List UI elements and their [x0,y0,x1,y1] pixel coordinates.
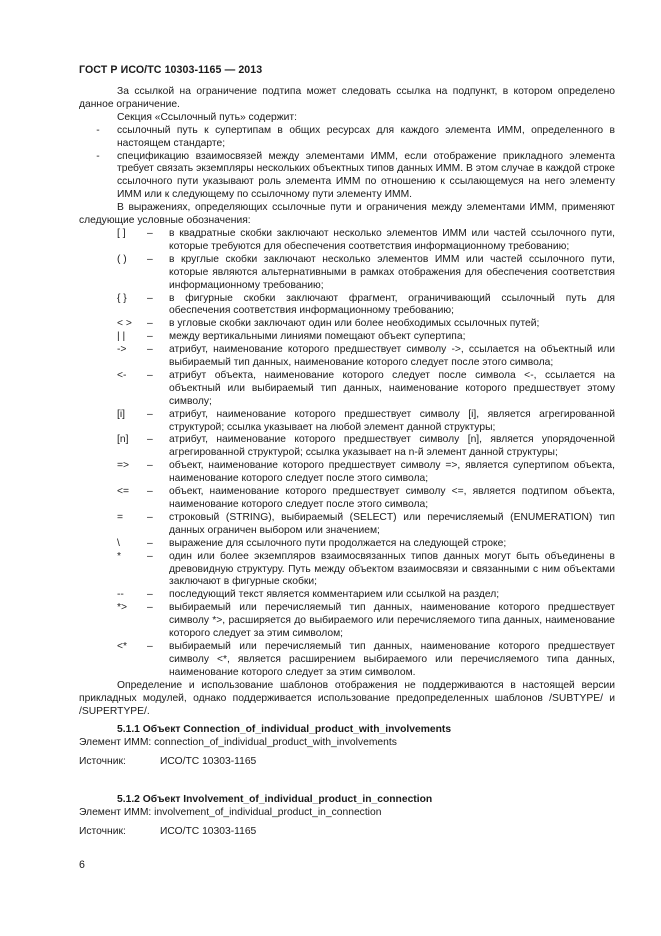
element-value: connection_of_individual_product_with_involvements [154,737,397,749]
notation-description: выражение для ссылочного пути продолжается на следующей строке; [169,537,507,549]
notation-dash: – [147,408,153,420]
notation-dash: – [147,227,153,239]
list-item [79,151,615,203]
notation-dash: – [147,369,153,381]
element-row [79,807,615,820]
notation-symbol: = [117,511,124,523]
section-heading: 5.1.1 Объект Connection_of_individual_product_with_involvements [117,724,452,736]
notation-symbol: => [117,460,130,472]
notation-symbol: -- [117,589,124,601]
notation-description: выбираемый или перечисляемый тип данных, наименование которого предшествует символу *>, расширяется до выбираемого или перечисляемого типа данных, наименование которого следует за этим символом; [169,602,615,640]
notation-description: в угловые скобки заключают один или более необходимых ссылочных путей; [169,318,540,330]
notation-symbol: ( ) [117,253,127,265]
notation-description: атрибут объекта, наименование которого следует после символа <-, ссылается на объектный или выбираемый тип данных, наименование которого предшествует этому символу; [169,369,615,407]
notation-symbol: \ [117,537,120,549]
notation-item [79,641,615,680]
source-label: Источник: [79,825,126,837]
notation-symbol: * [117,550,122,562]
notation-symbol: <* [117,640,128,652]
notation-symbol: [i] [117,408,126,420]
source-value: ИСО/ТС 10303-1165 [160,756,257,768]
notation-description: в круглые скобки заключают несколько элементов ИММ или частей ссылочного пути, которые являются альтернативными в рамках отображения для обеспечения соответствия информационному требованию; [169,253,615,291]
notation-description: последующий текст является комментарием или ссылкой на раздел; [169,589,500,601]
notation-dash: – [147,511,153,523]
element-label: Элемент ИММ: [79,807,152,819]
notation-item [79,460,615,486]
source-label: Источник: [79,756,126,768]
list-marker: - [96,150,100,162]
list-item-text: ссылочный путь к супертипам в общих ресурсах для каждого элемента ИММ, определенного в настоящем стандарте; [117,124,615,149]
notation-dash: – [147,602,153,614]
notation-description: атрибут, наименование которого предшествует символу [i], является агрегированной структурой; ссылка указывает на любой элемент данной структуры; [169,408,615,433]
notation-item [79,602,615,641]
notation-item [79,318,615,331]
notation-symbol: | | [117,331,126,343]
notation-item [79,486,615,512]
notation-dash: – [147,537,153,549]
source-row [79,756,615,769]
page-body [79,86,615,839]
notation-dash: – [147,331,153,343]
notation-dash: – [147,253,153,265]
notation-description: выбираемый или перечисляемый тип данных, наименование которого предшествует символу <*, является расширением выбираемого или перечисляемого типа данных, наименование которого следует за этим символом. [169,640,615,678]
source-value: ИСО/ТС 10303-1165 [160,825,257,837]
notation-dash: – [147,460,153,472]
notation-symbol: *> [117,602,128,614]
notation-description: строковый (STRING), выбираемый (SELECT) или перечисляемый (ENUMERATION) тип данных ограничен выбором или значением; [169,511,615,536]
list-item-text: спецификацию взаимосвязей между элементами ИММ, если отображение прикладного элемента требует связать экземпляры нескольких объектных типов данных ИММ. В этом случае в каждой строке ссылочного пути указывают роль элемента ИММ по отношению к ссылающемуся на него элементу ИММ или к следующему по ссылочному пути элементу ИММ. [117,150,615,201]
notation-dash: – [147,550,153,562]
section-heading: 5.1.2 Объект Involvement_of_individual_product_in_connection [117,794,433,806]
notation-item [79,228,615,254]
notation-symbol: <- [117,369,127,381]
notation-description: атрибут, наименование которого предшествует символу [n], является упорядоченной агрегированной структурой; ссылка указывает на n-й элемент данной структуры; [169,434,615,459]
notation-item [79,434,615,460]
notation-symbol: -> [117,344,127,356]
notation-item [79,331,615,344]
list-marker: - [96,124,100,136]
source-row [79,826,615,839]
notation-item [79,344,615,370]
paragraph-reference-path-intro: Секция «Ссылочный путь» содержит: [117,111,297,123]
notation-description: объект, наименование которого предшествует символу <=, является подтипом объекта, наименование которого следует после этого символа; [169,486,615,510]
element-row [79,737,615,750]
notation-item [79,254,615,293]
notation-description: один или более экземпляров взаимосвязанных типов данных могут быть объединены в древовидную структуру. Путь между объектом взаимосвязи и связанными с ним объектами заключают в фигурные скобки; [169,550,615,588]
notation-list [79,228,615,680]
notation-description: атрибут, наименование которого предшествует символу ->, ссылается на объектный или выбираемый тип данных, наименование которого следует после этого символа; [169,344,615,369]
notation-item [79,551,615,590]
notation-symbol: { } [117,292,127,304]
list-item [79,125,615,151]
notation-dash: – [147,486,153,498]
paragraph-subtype-reference: За ссылкой на ограничение подтипа может следовать ссылка на подпункт, в котором определено данное ограничение. [79,86,615,110]
paragraph-templates-note: Определение и использование шаблонов отображения не поддерживаются в настоящей версии прикладных модулей, однако поддерживается использование предопределенных шаблонов /SUBTYPE/ и /SUPERTYPE/. [79,679,615,717]
notation-dash: – [147,344,153,356]
notation-description: между вертикальными линиями помещают объект супертипа; [169,331,466,343]
notation-dash: – [147,292,153,304]
paragraph-notation-intro: В выражениях, определяющих ссылочные пути и ограничения между элементами ИММ, применяют следующие условные обозначения: [79,202,615,227]
notation-dash: – [147,434,153,446]
notation-item [79,409,615,435]
notation-dash: – [147,589,153,601]
page-number: 6 [79,859,85,871]
notation-symbol: <= [117,486,130,498]
notation-dash: – [147,318,153,330]
notation-symbol: [n] [117,434,129,446]
notation-dash: – [147,640,153,652]
notation-item [79,512,615,538]
element-label: Элемент ИММ: [79,737,152,749]
notation-description: в квадратные скобки заключают несколько элементов ИММ или частей ссылочного пути, которые требуются для обеспечения соответствия информационному требованию; [169,227,615,252]
notation-item [79,589,615,602]
notation-symbol: < > [117,318,132,330]
notation-symbol: [ ] [117,227,126,239]
element-value: involvement_of_individual_product_in_connection [154,807,382,819]
notation-description: объект, наименование которого предшествует символу =>, является супертипом объекта, наименование которого следует после этого символа; [169,460,615,485]
notation-item [79,370,615,409]
notation-description: в фигурные скобки заключают фрагмент, ограничивающий ссылочный путь для обеспечения соответствия информационному требованию; [169,292,615,317]
notation-item [79,293,615,319]
notation-item [79,538,615,551]
document-header: ГОСТ Р ИСО/ТС 10303-1165 — 2013 [79,64,263,76]
